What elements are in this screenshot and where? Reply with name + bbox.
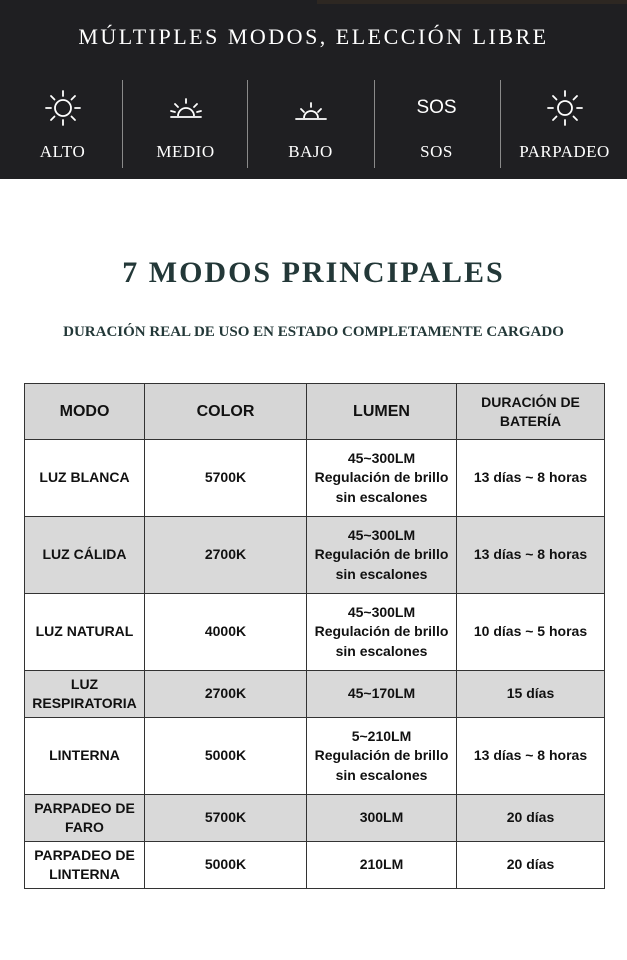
cell-duration: 13 días ~ 8 horas: [457, 440, 605, 517]
table-row: [25, 718, 605, 795]
cell-color: 5700K: [145, 440, 307, 517]
cell-lumen: [307, 795, 457, 842]
mode-label: BAJO: [288, 142, 333, 161]
modes-banner: [0, 0, 627, 179]
lumen-line: 45~170LM: [347, 685, 416, 702]
mode-sos: [374, 78, 499, 170]
mode-text: LUZ NATURAL: [35, 623, 134, 640]
lumen-line: 300LM: [359, 809, 404, 826]
mode-text: FARO: [65, 819, 104, 835]
mode-text: LINTERNA: [49, 866, 120, 882]
cell-duration: 15 días: [457, 671, 605, 718]
cell-color: 4000K: [145, 594, 307, 671]
table-row: [25, 440, 605, 517]
header-mode: MODO: [25, 384, 145, 440]
cell-color: 2700K: [145, 671, 307, 718]
lumen-line: 210LM: [359, 856, 404, 873]
mode-divider: [500, 80, 501, 168]
banner-accent: [317, 0, 627, 4]
table-row: [25, 671, 605, 718]
blink-sun-icon: [502, 88, 627, 128]
cell-mode: [25, 517, 145, 594]
mode-label: MEDIO: [156, 142, 215, 161]
mode-text: PARPADEO DE: [34, 846, 135, 863]
lumen-line: sin escalones: [335, 642, 428, 659]
cell-lumen: [307, 440, 457, 517]
cell-duration: 13 días ~ 8 horas: [457, 517, 605, 594]
lumen-line: Regulación de brillo: [314, 546, 449, 563]
mode-label: ALTO: [39, 142, 86, 161]
sos-glyph: SOS: [416, 97, 457, 118]
table-header-row: [25, 384, 605, 440]
sunrise-icon: [123, 88, 248, 128]
cell-duration: 10 días ~ 5 horas: [457, 594, 605, 671]
cell-mode: [25, 842, 145, 889]
cell-color: 2700K: [145, 517, 307, 594]
mode-bajo: [248, 78, 373, 170]
lumen-line: sin escalones: [335, 488, 428, 505]
low-sun-icon: [248, 88, 373, 128]
cell-mode: [25, 440, 145, 517]
mode-list: [0, 78, 627, 170]
cell-color: 5700K: [145, 795, 307, 842]
cell-lumen: [307, 517, 457, 594]
banner-title: MÚLTIPLES MODOS, ELECCIÓN LIBRE: [78, 24, 549, 49]
cell-lumen: [307, 842, 457, 889]
table-row: [25, 517, 605, 594]
sos-icon: [374, 88, 499, 128]
mode-text: LUZ BLANCA: [39, 469, 130, 486]
header-color: COLOR: [145, 384, 307, 440]
lumen-line: 45~300LM: [347, 603, 416, 620]
table-row: [25, 842, 605, 889]
mode-text: RESPIRATORIA: [32, 695, 137, 711]
cell-duration: 20 días: [457, 795, 605, 842]
lumen-line: Regulación de brillo: [314, 623, 449, 640]
cell-color: 5000K: [145, 842, 307, 889]
lumen-line: 45~300LM: [347, 526, 416, 543]
cell-mode: [25, 594, 145, 671]
header-battery-line: BATERÍA: [499, 412, 562, 429]
cell-lumen: [307, 671, 457, 718]
mode-label: PARPADEO: [519, 142, 610, 161]
mode-alto: [0, 78, 125, 170]
header-lumen: LUMEN: [307, 384, 457, 440]
cell-mode: [25, 718, 145, 795]
mode-medio: [123, 78, 248, 170]
cell-mode: [25, 671, 145, 718]
cell-duration: 20 días: [457, 842, 605, 889]
mode-text: LUZ CÁLIDA: [42, 546, 127, 563]
lumen-line: sin escalones: [335, 766, 428, 783]
cell-duration: 13 días ~ 8 horas: [457, 718, 605, 795]
cell-lumen: [307, 594, 457, 671]
mode-text: LUZ: [70, 675, 99, 692]
header-battery: [457, 384, 605, 440]
mode-label: SOS: [420, 142, 453, 161]
cell-mode: [25, 795, 145, 842]
mode-text: LINTERNA: [49, 747, 120, 764]
mode-parpadeo: [502, 78, 627, 170]
cell-lumen: [307, 718, 457, 795]
header-battery-line: DURACIÓN DE: [481, 393, 580, 410]
lumen-line: sin escalones: [335, 565, 428, 582]
table-row: [25, 795, 605, 842]
lumen-line: Regulación de brillo: [314, 747, 449, 764]
lumen-line: 45~300LM: [347, 449, 416, 466]
sun-icon: [0, 88, 125, 128]
mode-text: PARPADEO DE: [34, 799, 135, 816]
lumen-line: Regulación de brillo: [314, 469, 449, 486]
section-subtitle: DURACIÓN REAL DE USO EN ESTADO COMPLETAMENTE CARGADO: [63, 324, 564, 340]
lumen-line: 5~210LM: [351, 727, 412, 744]
table-row: [25, 594, 605, 671]
section-title: 7 MODOS PRINCIPALES: [122, 256, 505, 289]
cell-color: 5000K: [145, 718, 307, 795]
modes-table: [24, 383, 605, 889]
